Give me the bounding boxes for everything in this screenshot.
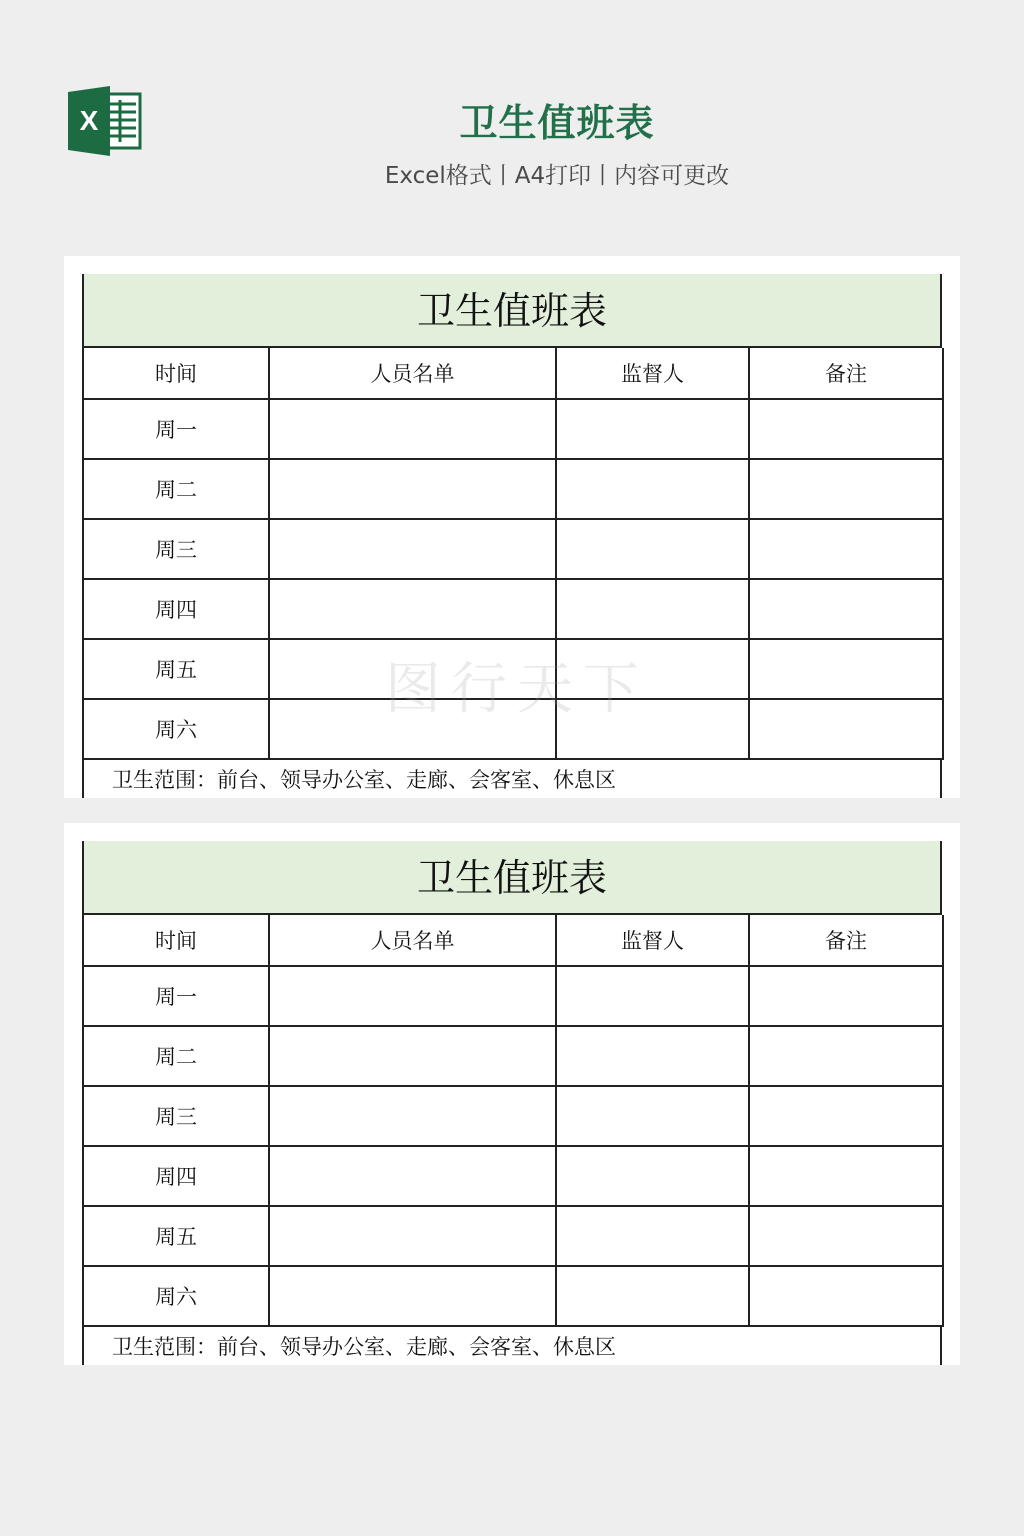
staff-cell[interactable] <box>269 399 556 459</box>
notes-cell[interactable] <box>749 639 943 699</box>
notes-cell[interactable] <box>749 966 943 1026</box>
watermark: 图行天下 <box>385 657 649 722</box>
cleaning-scope-note: 卫生范围：前台、领导办公室、走廊、会客室、休息区 <box>82 1327 942 1365</box>
notes-cell[interactable] <box>749 1206 943 1266</box>
header-supervisor: 监督人 <box>556 915 749 966</box>
notes-cell[interactable] <box>749 519 943 579</box>
table-row <box>83 519 943 579</box>
supervisor-cell[interactable] <box>556 1206 749 1266</box>
day-cell: 周一 <box>83 399 269 459</box>
supervisor-cell[interactable] <box>556 1266 749 1326</box>
staff-cell[interactable] <box>269 1266 556 1326</box>
table-row <box>83 1026 943 1086</box>
staff-cell[interactable] <box>269 579 556 639</box>
header-supervisor: 监督人 <box>556 348 749 399</box>
supervisor-cell[interactable] <box>556 579 749 639</box>
header-staff: 人员名单 <box>269 915 556 966</box>
duty-table <box>82 915 944 1327</box>
staff-cell[interactable] <box>269 1206 556 1266</box>
sheet-title: 卫生值班表 <box>82 274 942 348</box>
notes-cell[interactable] <box>749 1026 943 1086</box>
header-staff: 人员名单 <box>269 348 556 399</box>
cleaning-scope-note: 卫生范围：前台、领导办公室、走廊、会客室、休息区 <box>82 760 942 798</box>
page-subtitle: Excel格式丨A4打印丨内容可更改 <box>384 163 730 189</box>
table-row <box>83 966 943 1026</box>
day-cell: 周五 <box>83 639 269 699</box>
table-row <box>83 579 943 639</box>
table-row <box>83 1266 943 1326</box>
day-cell: 周六 <box>83 1266 269 1326</box>
duty-sheet <box>82 841 942 1365</box>
table-row <box>83 1086 943 1146</box>
notes-cell[interactable] <box>749 1086 943 1146</box>
sheet-title: 卫生值班表 <box>82 841 942 915</box>
notes-cell[interactable] <box>749 579 943 639</box>
staff-cell[interactable] <box>269 1086 556 1146</box>
day-cell: 周四 <box>83 1146 269 1206</box>
table-header-row <box>83 915 943 966</box>
day-cell: 周三 <box>83 519 269 579</box>
notes-cell[interactable] <box>749 1146 943 1206</box>
sheet-preview-2 <box>64 823 960 1365</box>
day-cell: 周六 <box>83 699 269 759</box>
day-cell: 周五 <box>83 1206 269 1266</box>
header-time: 时间 <box>83 915 269 966</box>
staff-cell[interactable] <box>269 459 556 519</box>
table-header-row <box>83 348 943 399</box>
notes-cell[interactable] <box>749 1266 943 1326</box>
excel-logo-letter: X <box>79 105 99 136</box>
day-cell: 周二 <box>83 459 269 519</box>
day-cell: 周四 <box>83 579 269 639</box>
supervisor-cell[interactable] <box>556 966 749 1026</box>
supervisor-cell[interactable] <box>556 519 749 579</box>
header-notes: 备注 <box>749 915 943 966</box>
day-cell: 周三 <box>83 1086 269 1146</box>
staff-cell[interactable] <box>269 519 556 579</box>
table-row <box>83 1146 943 1206</box>
notes-cell[interactable] <box>749 459 943 519</box>
day-cell: 周二 <box>83 1026 269 1086</box>
supervisor-cell[interactable] <box>556 1086 749 1146</box>
staff-cell[interactable] <box>269 1026 556 1086</box>
supervisor-cell[interactable] <box>556 399 749 459</box>
table-row <box>83 1206 943 1266</box>
staff-cell[interactable] <box>269 1146 556 1206</box>
day-cell: 周一 <box>83 966 269 1026</box>
notes-cell[interactable] <box>749 699 943 759</box>
table-row <box>83 459 943 519</box>
supervisor-cell[interactable] <box>556 459 749 519</box>
header-notes: 备注 <box>749 348 943 399</box>
page-title: 卫生值班表 <box>459 101 655 145</box>
notes-cell[interactable] <box>749 399 943 459</box>
table-row <box>83 399 943 459</box>
staff-cell[interactable] <box>269 966 556 1026</box>
supervisor-cell[interactable] <box>556 1026 749 1086</box>
header-time: 时间 <box>83 348 269 399</box>
supervisor-cell[interactable] <box>556 1146 749 1206</box>
